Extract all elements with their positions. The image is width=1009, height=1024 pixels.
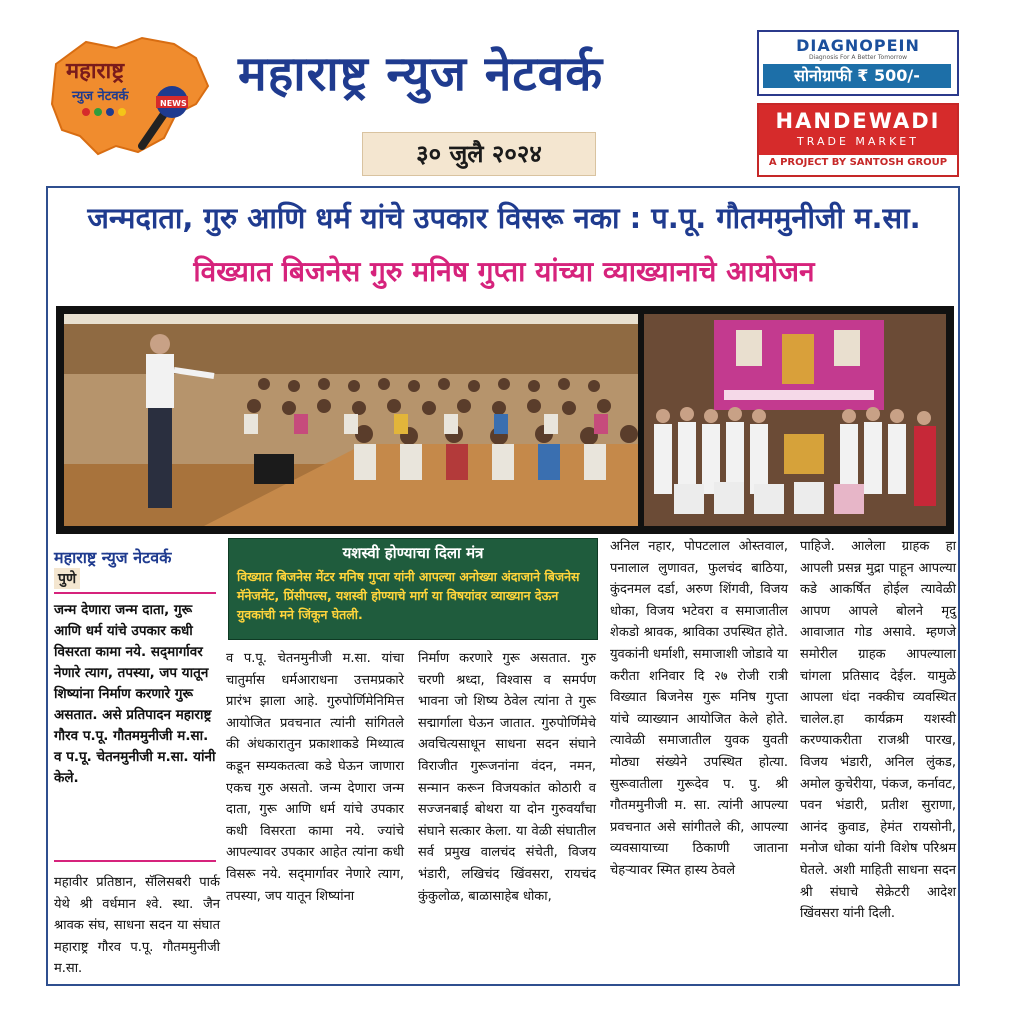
body-column-3: निर्माण करणारे गुरू असतात. गुरु चरणी श्रध्दा, विश्वास व समर्पण भावना जो शिष्य ठेवेल त्यांना ते गुरू सद्मार्गाला घेऊन जातात. गुरुपोर्णिमेचे अवचित्यसाधून साधना सदन संघाने विराजीत गुरूजनांना वंदन, नमन, सन्मान करून विजयकांत कोठारी व सज्जनबाई बोथरा या दोन गुरुवर्यांचा संघाने सत्कार केला. या वेळी संघातील सर्व प्रमुख वालचंद संचेती, विजय भंडारी, लखिचंद खिंवसरा, रायचंद कुंकुलोळ, बाळासाहेब धोका, [418,651,596,904]
diagnopein-brand: DIAGNOPEIN [796,36,920,55]
headline-part1: जन्मदाता, गुरु आणि धर्म [87,201,361,235]
body-column-2: व प.पू. चेतनमुनीजी म.सा. यांचा चातुर्मास धर्मआराधना उत्तमप्रकारे प्रारंभ झाला आहे. गुरुपोर्णिमेनिमित्त आयोजित प्रवचनात त्यांनी सांगितले की अंधकारातुन प्रकाशाकडे मिथ्यात्व कडून सम्यकतत्वा कडे घेऊन जाणारा एकच गुरु असतो. जन्म देणारा जन्म दाता, गुरू आणि धर्म यांचे उपकार कधी विसरता कामा नये. ज्यांचे आपल्यावर उपकार आहेत त्यांना कधी विसरू नये. सद्‌मार्गावर नेणारे त्याग, तपस्या, जप यातून शिष्यांना [226,651,404,904]
headline-part2: यांचे उपकार विसरू नका : प.पू. गौतममुनीजी म.सा. [360,201,921,235]
issue-date: ३० जुलै २०२४ [362,132,596,176]
handewadi-brand: HANDEWADI [775,109,941,133]
handewadi-ad[interactable] [757,103,959,177]
logo-text-bottom: न्युज नेटवर्क [72,89,129,104]
news-source-name: महाराष्ट्र न्युज नेटवर्क [54,548,172,567]
logo-mic-label: NEWS [160,99,187,108]
lecture-audience-photo[interactable] [64,314,638,526]
article-headline [56,198,952,237]
divider-top [54,592,216,594]
body-column-1: महावीर प्रतिष्ठान, सॅलिसबरी पार्क येथे श्री वर्धमान श्वे. स्था. जैन श्रावक संघ, साधना सदन या संघात महाराष्ट्र गौरव प.पू. गौतममुनीजी म.सा. [54,875,220,977]
highlight-title: यशस्वी होण्याचा दिला मंत्र [342,544,484,562]
article-intro: जन्म देणारा जन्म दाता, गुरू आणि धर्म यांचे उपकार कधी विसरता कामा नये. सद्‌मार्गावर नेणारे त्याग, तपस्या, जप यातून शिष्यांना निर्माण करणारे गुरू असतात. असे प्रतिपादन महाराष्ट्र गौरव प.पू. गौतममुनीजी म.सा. व प.पू. चेतनमुनीजी म.सा. यांनी केले. [54,602,216,786]
diagnopein-ad[interactable] [757,30,959,96]
stage-group-photo[interactable] [644,314,946,526]
newspaper-logo[interactable] [46,34,214,160]
logo-text-top: महाराष्ट्र [66,59,125,84]
body-column-4: अनिल नहार, पोपटलाल ओस्तवाल, पनालाल लुणावत, फुलचंद बाठिया, कुंदनमल दर्डा, अरुण शिंगवी, विजय धोका, विजय भटेवरा व समाजातील शेकडो श्रावक, श्राविका उपस्थित होते. युवकांनी धर्माशी, समाजाशी जोडावे या करीता शनिवार दि २७ रोजी रात्री विख्यात बिजनेस गुरू मनिष गुप्ता यांचे व्याख्यान आयोजित केले होते. त्यावेळी समाजातील युवक युवती मोठ्या संख्येने उपस्थित होत्या. सुरूवातीला गुरूदेव प. पु. श्री गौतममुनीजी म. सा. त्यांनी आपल्या प्रवचनात असे सांगीतले की, आपल्या व्यवसायाच्या ठिकाणी जाताना चेहऱ्यावर स्मित हास्य ठेवले [610,539,788,878]
highlight-box [228,538,598,640]
diagnopein-tagline: Diagnosis For A Better Tomorrow [808,54,908,61]
highlight-text: विख्यात बिजनेस मेंटर मनिष गुप्ता यांनी आपल्या अनोख्या अंदाजाने बिजनेस मॅनेजमेंट, प्रिंसीपल्स, यशस्वी होण्याचे मार्ग या विषयांवर व्याख्यान देऊन युवकांची मने जिंकून घेतली. [237,569,580,622]
handewadi-sub: TRADE MARKET [797,135,919,148]
article-subheadline: विख्यात बिजनेस गुरु मनिष गुप्ता यांच्या व्याख्यानाचे आयोजन [193,255,815,288]
diagnopein-offer: सोनोग्राफी ₹ 500/- [763,64,951,88]
divider-bottom [54,860,216,862]
body-column-5: पाहिजे. आलेला ग्राहक हा आपली प्रसन्न मुद्रा पाहून आपल्या कडे आकर्षित होईल त्यावेळी आपण आपले बोलने मृदु आवाजात गोड असावे. म्हणजे समोरील ग्राहक आपल्याला चांगला प्रतिसाद देईल. यामुळे आपला धंदा नक्कीच व्यवस्थित चालेल.हा कार्यक्रम यशस्वी करण्याकरीता राजश्री पारख, विजय भंडारी, अनिल लुंकड, अमोल कुचेरीया, पंकज, कर्नावट, पवन भंडारी, प्रतीश सुराणा, आनंद कुवाड, हेमंत रायसोनी, मनोज धोका यांनी विशेष परिश्रम घेतले. अशी माहिती साधना सदन श्री संघाचे सेक्रेटरी आदेश खिंवसरा यांनी दिली. [800,539,956,922]
handewadi-tag: A PROJECT BY SANTOSH GROUP [768,157,948,168]
masthead-title: महाराष्ट्र न्युज नेटवर्क [238,46,604,102]
news-source-city: पुणे [54,568,80,589]
